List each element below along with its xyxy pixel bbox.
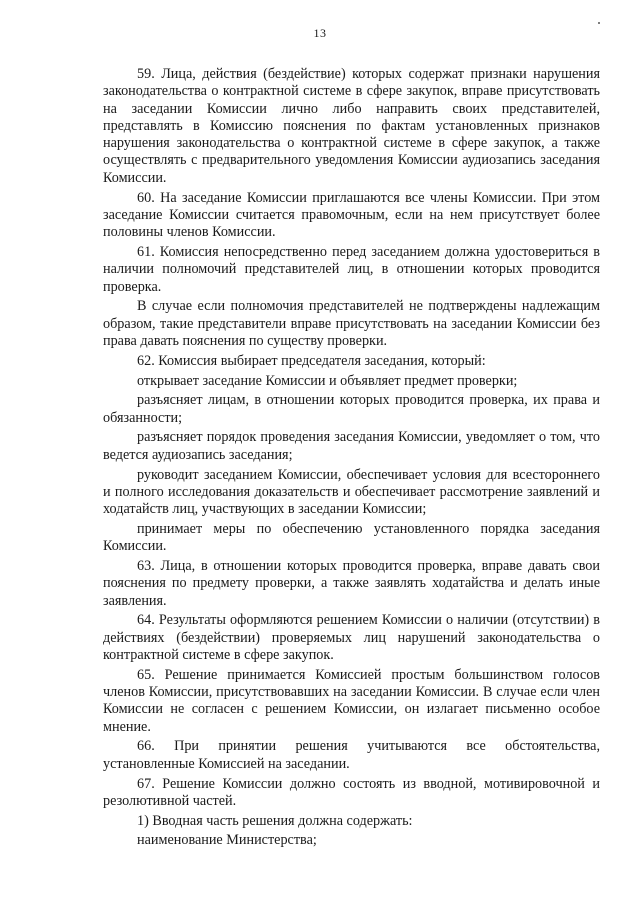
paragraph-60: 60. На заседание Комиссии приглашаются все члены Комиссии. При этом заседание Комиссии считается правомочным, если на нем присутствует более половины членов Комиссии. — [103, 189, 600, 241]
page-number: 13 — [313, 26, 327, 40]
scan-artifact — [598, 22, 600, 24]
paragraph-64: 64. Результаты оформляются решением Комиссии о наличии (отсутствии) в действиях (бездействии) проверяемых лиц нарушений законодательства о контрактной системе в сфере закупок. — [103, 612, 600, 663]
paragraph-63: 63. Лица, в отношении которых проводится проверка, вправе давать свои пояснения по предмету проверки, а также заявлять ходатайства и делать иные заявления. — [103, 558, 600, 609]
paragraph-62-item-1: открывает заседание Комиссии и объявляет предмет проверки; — [137, 372, 518, 389]
paragraph-61-cont: В случае если полномочия представителей не подтверждены надлежащим образом, такие представители вправе присутствовать на заседании Комиссии без права давать пояснения по существу проверки. — [103, 298, 600, 349]
paragraph-62-item-3: разъясняет порядок проведения заседания Комиссии, уведомляет о том, что ведется аудиозапись заседания; — [103, 429, 600, 463]
paragraph-66: 66. При принятии решения учитываются все обстоятельства, установленные Комиссией на заседании. — [103, 738, 600, 772]
paragraph-67-item-1: 1) Вводная часть решения должна содержать: — [137, 812, 413, 829]
paragraph-62-item-2: разъясняет лицам, в отношении которых проводится проверка, их права и обязанности; — [103, 392, 600, 426]
paragraph-61: 61. Комиссия непосредственно перед заседанием должна удостовериться в наличии полномочий представителей лиц, в отношении которых проводится проверка. — [103, 243, 600, 295]
paragraph-62-item-5: принимает меры по обеспечению установленного порядка заседания Комиссии. — [103, 520, 600, 555]
paragraph-62: 62. Комиссия выбирает председателя заседания, который: — [137, 352, 486, 369]
paragraph-67: 67. Решение Комиссии должно состоять из вводной, мотивировочной и резолютивной частей. — [103, 775, 600, 809]
document-body — [103, 66, 600, 852]
paragraph-65: 65. Решение принимается Комиссией простым большинством голосов членов Комиссии, присутствовавших на заседании Комиссии. В случае если член Комиссии не согласен с решением Комиссии, он излагает письменно особое мнение. — [103, 666, 600, 735]
paragraph-62-item-4: руководит заседанием Комиссии, обеспечивает условия для всестороннего и полного исследования доказательств и обеспечивает рассмотрение заявлений и ходатайств лиц, участвующих в заседании Комиссии; — [103, 466, 600, 518]
paragraph-67-item-1-a: наименование Министерства; — [137, 832, 317, 849]
paragraph-59: 59. Лица, действия (бездействие) которых содержат признаки нарушения законодательства о контрактной системе в сфере закупок, вправе присутствовать на заседании Комиссии лично либо направить своих представителей, представлять в Комиссию пояснения по фактам установленных признаков нарушения законодательства о контрактной системе в сфере закупок, а также осуществлять с предварительного уведомления Комиссии аудиозапись заседания Комиссии. — [103, 66, 600, 186]
